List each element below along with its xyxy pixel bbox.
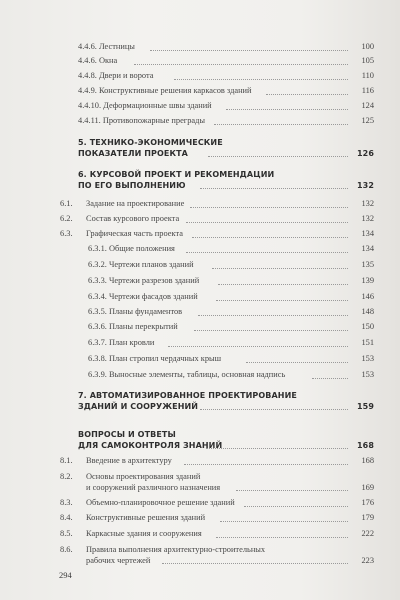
toc-entry-6-3-2: [88, 260, 374, 271]
toc-entry-4-4-6-stairs: [78, 42, 374, 53]
toc-entry-6-3-3: [88, 276, 374, 287]
toc-entry-8-4: [60, 513, 374, 524]
page-number: 153: [361, 370, 374, 379]
toc-entry-6-1: [60, 199, 374, 210]
entry-title: [78, 430, 222, 451]
page-number: 168: [357, 440, 374, 450]
leader-dots: [216, 299, 348, 301]
leader-dots: [168, 345, 348, 347]
page-number: 146: [361, 292, 374, 301]
page-number: 153: [361, 354, 374, 363]
leader-dots: [186, 221, 348, 223]
toc-entry-4-4-6-windows: [78, 56, 374, 67]
entry-number: 8.3.: [60, 498, 73, 507]
leader-dots: [208, 155, 348, 157]
page-number: 168: [361, 456, 374, 465]
toc-chapter-6: [78, 170, 374, 194]
entry-number: 8.5.: [60, 529, 73, 538]
page-number: 132: [361, 199, 374, 208]
leader-dots: [312, 377, 348, 379]
leader-dots: [190, 206, 348, 208]
page-number: 132: [361, 214, 374, 223]
entry-title-line: ПОКАЗАТЕЛИ ПРОЕКТА: [78, 148, 188, 158]
page-number: 126: [357, 148, 374, 158]
page-number: 169: [361, 482, 374, 492]
leader-dots: [246, 361, 348, 363]
toc-entry-8-5: [60, 529, 374, 540]
leader-dots: [134, 63, 348, 65]
entry-title-line: Основы проектирования зданий: [86, 472, 201, 481]
entry-title: 6.3.1. Общие положения: [88, 244, 175, 253]
leader-dots: [206, 447, 348, 449]
leader-dots: [200, 187, 348, 189]
entry-title: 4.4.6. Окна: [78, 56, 118, 65]
page-number: 134: [361, 229, 374, 238]
leader-dots: [216, 536, 348, 538]
entry-title-line: рабочих чертежей: [86, 555, 151, 565]
toc-entry-6-3-9: [88, 370, 374, 381]
leader-dots: [214, 123, 348, 125]
toc-entry-6-3-7: [88, 338, 374, 349]
entry-title: Задание на проектирование: [86, 199, 185, 208]
leader-dots: [192, 236, 348, 238]
toc-entry-8-1: [60, 456, 374, 467]
entry-title-line: и сооружений различного назначения: [86, 482, 221, 492]
toc-chapter-5: [78, 138, 374, 162]
toc-entry-6-3-8: [88, 354, 374, 365]
entry-title: Состав курсового проекта: [86, 214, 180, 223]
entry-title: [86, 472, 220, 493]
leader-dots: [194, 329, 348, 331]
page-number: 139: [361, 276, 374, 285]
entry-title: 6.3.7. План кровли: [88, 338, 155, 347]
entry-title-line: ВОПРОСЫ И ОТВЕТЫ: [78, 430, 176, 439]
entry-title-line: 6. КУРСОВОЙ ПРОЕКТ И РЕКОМЕНДАЦИИ: [78, 170, 275, 179]
toc-entry-4-4-8: [78, 71, 374, 82]
toc-entry-8-2: [60, 472, 374, 494]
leader-dots: [236, 489, 348, 491]
page-number: 105: [361, 56, 374, 65]
toc-entry-8-6: [60, 545, 374, 567]
toc-chapter-qa: [78, 430, 374, 454]
toc-chapter-7: [78, 391, 374, 415]
page-number: 223: [361, 555, 374, 565]
entry-title: 6.3.4. Чертежи фасадов зданий: [88, 292, 198, 301]
entry-title: 4.4.6. Лестницы: [78, 42, 135, 51]
leader-dots: [184, 463, 348, 465]
toc-entry-6-3-5: [88, 307, 374, 318]
toc-entry-6-3-1: [88, 244, 374, 255]
entry-title: 6.3.3. Чертежи разрезов зданий: [88, 276, 200, 285]
page-number: 222: [361, 529, 374, 538]
entry-title: 4.4.9. Конструктивные решения каркасов зданий: [78, 86, 252, 95]
toc-entry-4-4-9: [78, 86, 374, 97]
leader-dots: [150, 49, 348, 51]
entry-title-line: ЗДАНИЙ И СООРУЖЕНИЙ: [78, 401, 199, 411]
page-number: 176: [361, 498, 374, 507]
page-number: 100: [361, 42, 374, 51]
entry-number: 6.1.: [60, 199, 73, 208]
entry-title-line: ДЛЯ САМОКОНТРОЛЯ ЗНАНИЙ: [78, 440, 223, 450]
entry-title-line: 5. ТЕХНИКО-ЭКОНОМИЧЕСКИЕ: [78, 138, 223, 147]
entry-title: 4.4.8. Двери и ворота: [78, 71, 154, 80]
leader-dots: [244, 505, 348, 507]
leader-dots: [200, 408, 348, 410]
entry-number: 6.2.: [60, 214, 73, 223]
leader-dots: [266, 93, 348, 95]
entry-title: 6.3.8. План стропил чердачных крыш: [88, 354, 222, 363]
entry-title: Объемно-планировочное решение зданий: [86, 498, 235, 507]
entry-title: 6.3.9. Выносные элементы, таблицы, основная надпись: [88, 370, 286, 379]
entry-title: Введение в архитектуру: [86, 456, 172, 465]
page-number: 110: [361, 71, 374, 80]
leader-dots: [220, 520, 348, 522]
toc-entry-8-3: [60, 498, 374, 509]
leader-dots: [226, 108, 348, 110]
page-number: 132: [357, 180, 374, 190]
leader-dots: [218, 283, 348, 285]
entry-number: 8.6.: [60, 545, 73, 554]
entry-number: 6.3.: [60, 229, 73, 238]
entry-title: 4.4.11. Противопожарные преграды: [78, 116, 206, 125]
entry-number: 8.1.: [60, 456, 73, 465]
page-number: 159: [357, 401, 374, 411]
toc-entry-6-3: [60, 229, 374, 240]
page-number: 135: [361, 260, 374, 269]
page-number: 134: [361, 244, 374, 253]
leader-dots: [162, 562, 348, 564]
page-number: 148: [361, 307, 374, 316]
leader-dots: [198, 314, 348, 316]
leader-dots: [174, 78, 348, 80]
toc-entry-6-2: [60, 214, 374, 225]
entry-title-line: Правила выполнения архитектурно-строительных: [86, 545, 266, 554]
page-number: 179: [361, 513, 374, 522]
toc-entry-4-4-11: [78, 116, 374, 127]
entry-title: 6.3.2. Чертежи планов зданий: [88, 260, 194, 269]
entry-title: Конструктивные решения зданий: [86, 513, 206, 522]
page-number: 124: [361, 101, 374, 110]
toc-entry-6-3-6: [88, 322, 374, 333]
page-number: 116: [361, 86, 374, 95]
entry-title: 4.4.10. Деформационные швы зданий: [78, 101, 212, 110]
entry-title-line: ПО ЕГО ВЫПОЛНЕНИЮ: [78, 180, 186, 190]
entry-number: 8.4.: [60, 513, 73, 522]
page-number: 151: [361, 338, 374, 347]
entry-title: 6.3.6. Планы перекрытий: [88, 322, 178, 331]
page-number: 150: [361, 322, 374, 331]
entry-title: 6.3.5. Планы фундаментов: [88, 307, 183, 316]
leader-dots: [212, 267, 348, 269]
entry-title-line: 7. АВТОМАТИЗИРОВАННОЕ ПРОЕКТИРОВАНИЕ: [78, 391, 297, 400]
leader-dots: [186, 251, 348, 253]
entry-title: [78, 138, 223, 159]
entry-title: Каркасные здания и сооружения: [86, 529, 202, 538]
toc-entry-6-3-4: [88, 292, 374, 303]
entry-number: 8.2.: [60, 472, 73, 481]
toc-entry-4-4-10: [78, 101, 374, 112]
page-number: 125: [361, 116, 374, 125]
page-folio-number: 294: [59, 570, 72, 580]
entry-title: Графическая часть проекта: [86, 229, 183, 238]
